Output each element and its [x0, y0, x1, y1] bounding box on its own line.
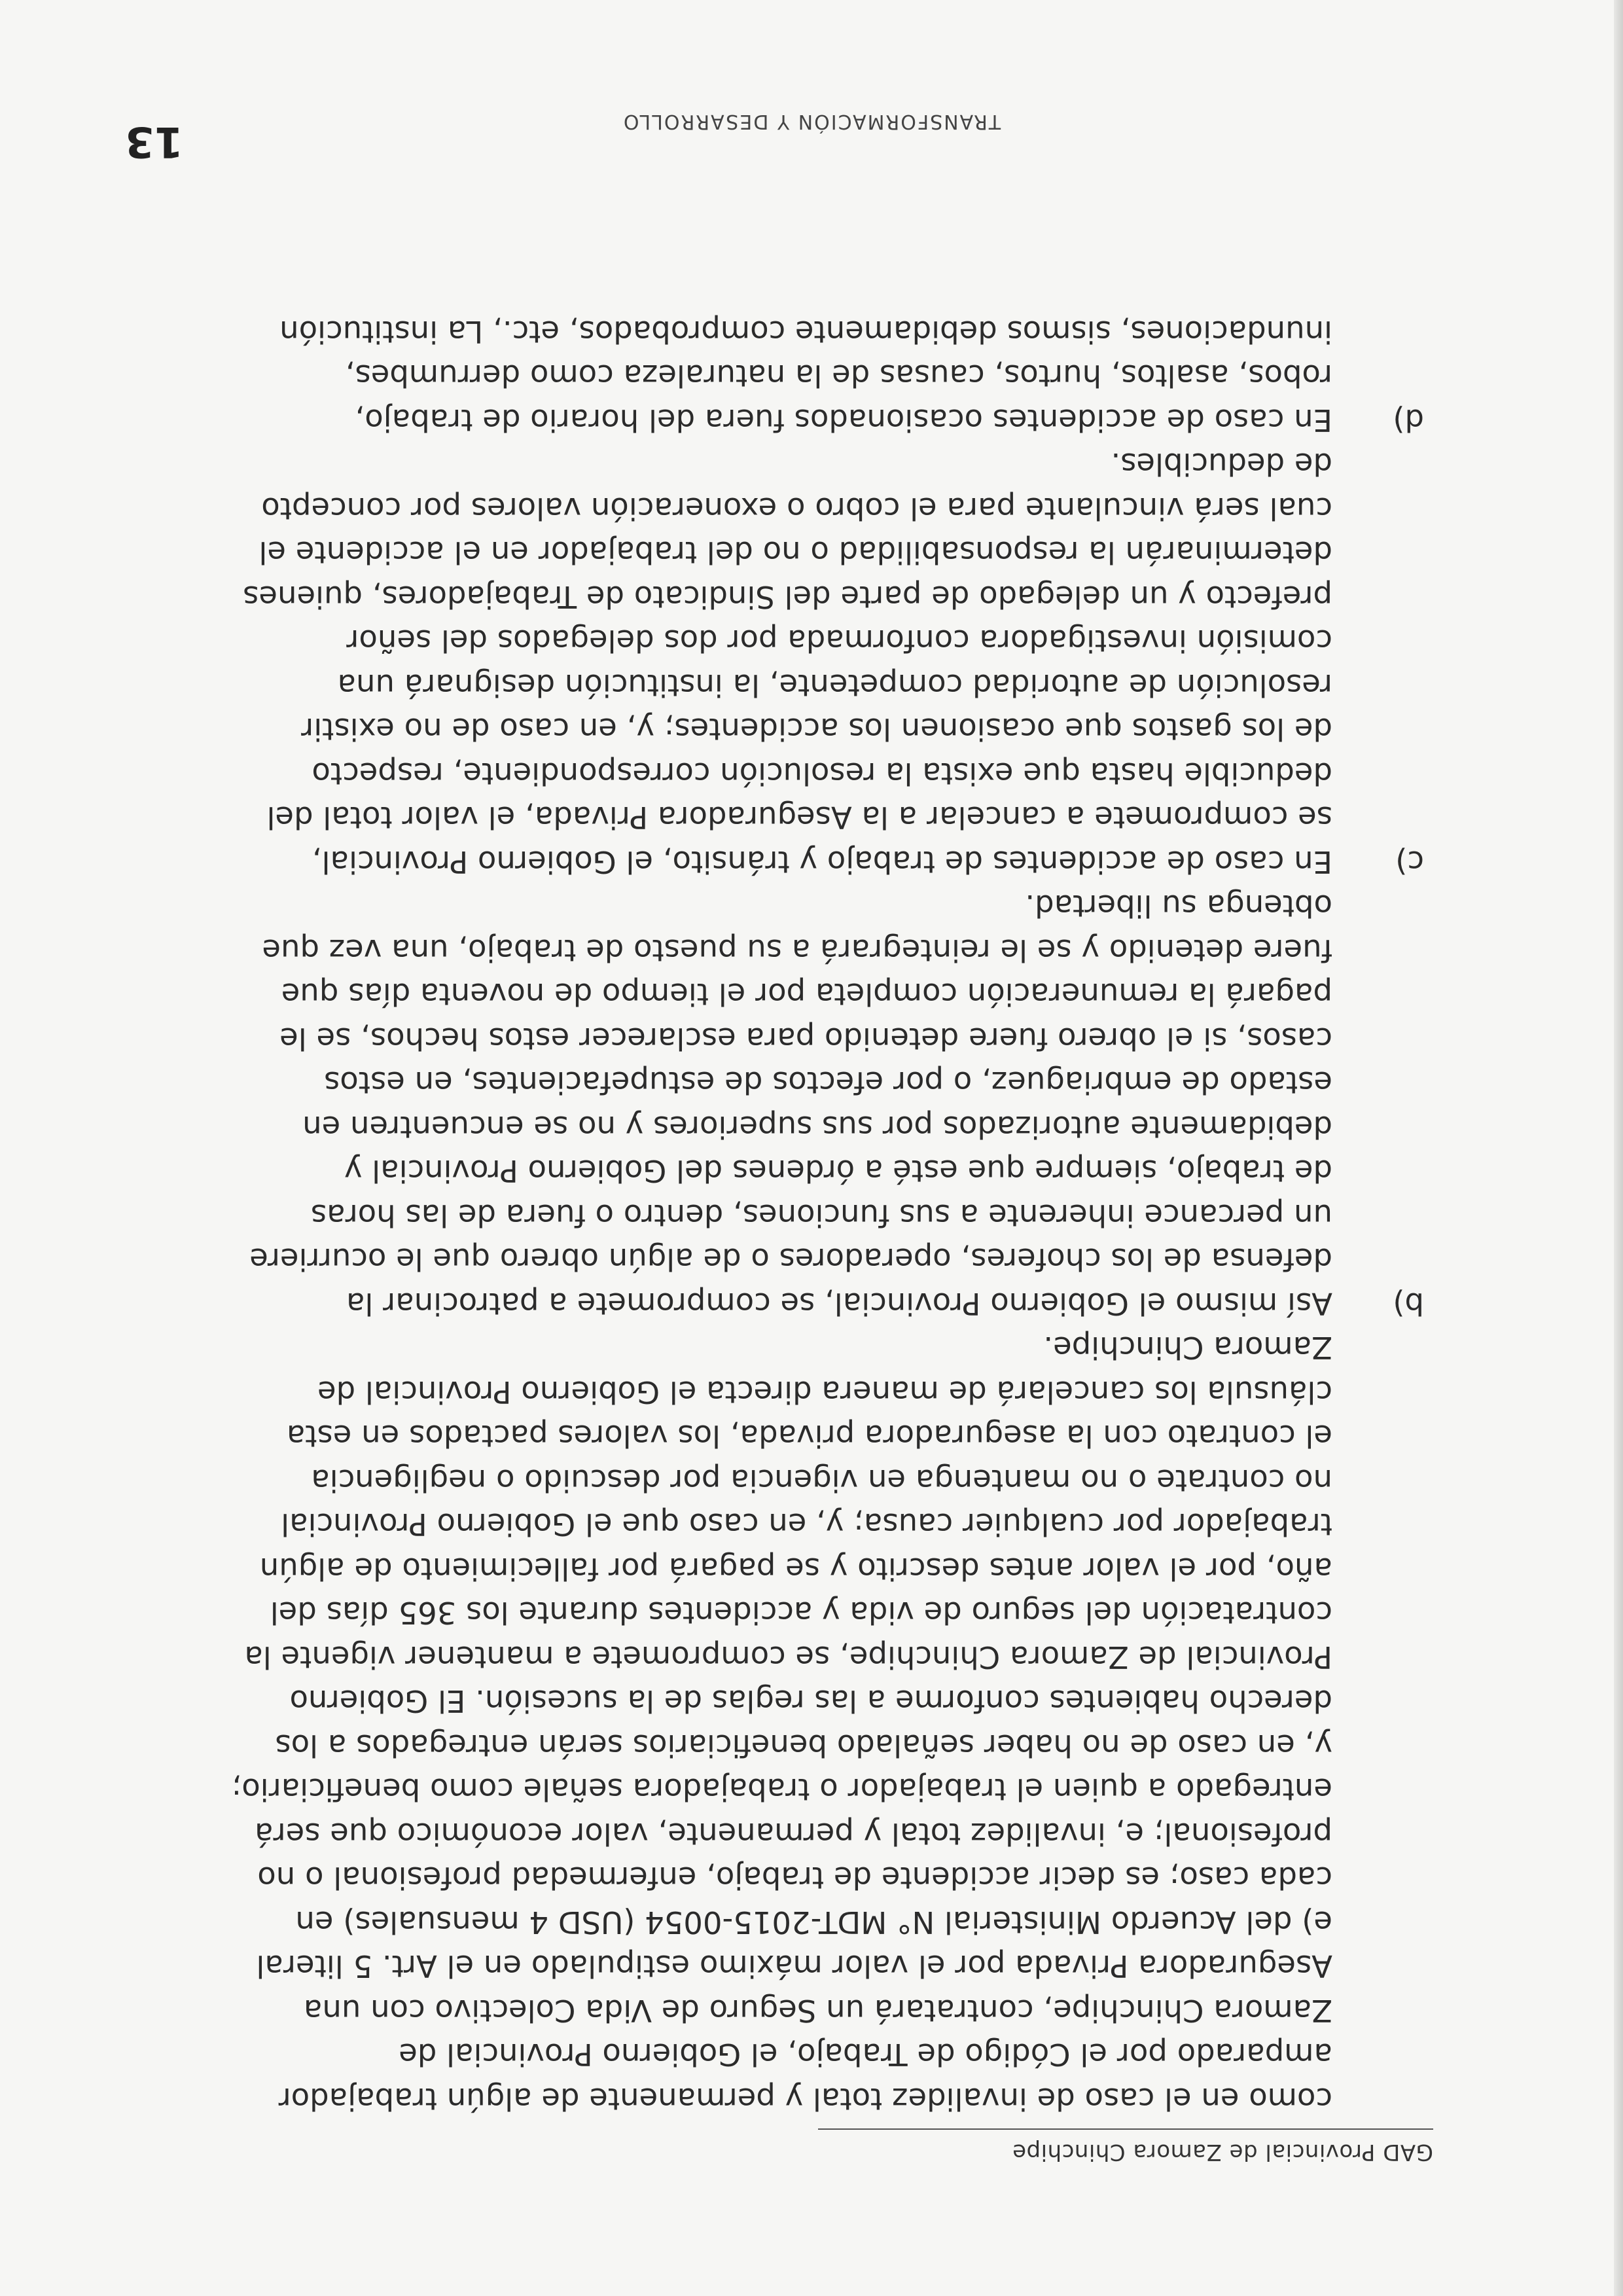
text-line: Zamora Chinchipe.	[1043, 1330, 1332, 1366]
list-item-c	[157, 442, 1433, 884]
scan-edge-shadow	[1614, 0, 1623, 2296]
text-line: Aseguradora Privada por el valor máximo estipulado en el Art. 5 literal	[256, 1948, 1332, 1984]
text-line: debidamente autorizados por sus superiores y no se encuentren en	[302, 1109, 1332, 1145]
text-line: robos, asaltos, hurtos, causas de la naturaleza como derrumbes,	[345, 358, 1332, 394]
header-rule	[818, 2128, 1433, 2130]
text-line: de trabajo, siempre que esté a órdenes del Gobierno Provincial y	[344, 1153, 1332, 1189]
list-marker: c)	[1395, 844, 1424, 880]
text-line: deducible hasta que exista la resolución correspondiente, respecto	[312, 756, 1332, 791]
text-line: determinarán la responsabilidad o no del trabajador en el accidente el	[259, 535, 1332, 571]
text-line: año, por el valor antes descrito y se pagará por fallecimiento de algún	[259, 1551, 1332, 1587]
text-line: prefecto y un delegado de parte del Sindicato de Trabajadores, quienes	[243, 579, 1332, 615]
text-line: En caso de accidentes de trabajo y tránsito, el Gobierno Provincial,	[312, 844, 1332, 880]
page-number: 13	[124, 117, 183, 166]
text-line: amparado por el Código de Trabajo, el Gobierno Provincial de	[399, 2037, 1332, 2073]
text-line: comisión investigadora conformada por dos delegados del señor	[346, 623, 1332, 659]
text-line: estado de embriaguez, o por efectos de estupefacientes, en estos	[324, 1065, 1332, 1101]
intro-paragraph	[157, 1325, 1433, 2121]
document-body	[157, 310, 1433, 2121]
text-line: casos, si el obrero fuere detenido para esclarecer estos hechos, se le	[279, 1021, 1332, 1056]
text-line: un percance inherente a sus funciones, dentro o fuera de las horas	[310, 1198, 1332, 1233]
text-line: el contrato con la aseguradora privada, los valores pactados en esta	[286, 1418, 1332, 1454]
list-item-d	[157, 310, 1433, 442]
text-line: derecho habientes conforme a las reglas de la sucesión. El Gobierno	[289, 1683, 1332, 1719]
text-line: de deducibles.	[1111, 446, 1332, 482]
text-line: cual será vinculante para el cobro o exoneración valores por concepto	[261, 491, 1332, 526]
text-line: resolución de autoridad competente, la institución designará una	[337, 668, 1332, 703]
text-line: Así mismo el Gobierno Provincial, se compromete a patrocinar la	[346, 1286, 1332, 1321]
text-line: Zamora Chinchipe, contratará un Seguro de Vida Colectivo con una	[303, 1993, 1332, 2028]
text-line: pagará la remuneración completa por el tiempo de noventa días que	[281, 977, 1332, 1013]
footer-title: TRANSFORMACIÓN Y DESARROLLO	[622, 110, 1001, 133]
page-header: GAD Provincial de Zamora Chinchipe	[1012, 2139, 1433, 2165]
text-line: cláusula los cancelará de manera directa el Gobierno Provincial de	[317, 1374, 1332, 1410]
text-line: fuere detenido y se le reintegrará a su puesto de trabajo, una vez que	[262, 933, 1332, 968]
text-line: En caso de accidentes ocasionados fuera del horario de trabajo,	[355, 403, 1332, 438]
text-line: cada caso; es decir accidente de trabajo, enfermedad profesional o no	[257, 1860, 1332, 1896]
text-line: defensa de los choferes, operadores o de algún obrero que le ocurriere	[249, 1242, 1332, 1278]
text-line: y, en caso de no haber señalado beneficiarios serán entregados a los	[275, 1728, 1332, 1763]
text-line: contratación del seguro de vida y accidentes durante los 365 días del	[270, 1595, 1332, 1631]
text-line: no contrate o no mantenga en vigencia por descuido o negligencia	[311, 1463, 1332, 1498]
text-line: profesional; e, invalidez total y permanente, valor económico que será	[255, 1816, 1332, 1852]
text-line: obtenga su libertad.	[1025, 888, 1332, 924]
text-line: entregado a quien el trabajador o trabajadora señale como beneficiario;	[231, 1772, 1332, 1808]
text-line: de los gastos que ocasionen los accidentes; y, en caso de no existir	[301, 711, 1332, 747]
text-line: Provincial de Zamora Chinchipe, se compromete a mantener vigente la	[244, 1640, 1332, 1675]
text-line: e) del Acuerdo Ministerial N° MDT-2015-0054 (USD 4 mensuales) en	[295, 1905, 1332, 1940]
list-marker: b)	[1393, 1286, 1424, 1321]
list-marker: d)	[1393, 403, 1424, 438]
text-line: inundaciones, sismos debidamente comprobados, etc., La institución	[279, 314, 1332, 350]
text-line: como en el caso de invalidez total y permanente de algún trabajador	[278, 2081, 1332, 2117]
text-line: trabajador por cualquier causa; y, en caso que el Gobierno Provincial	[281, 1507, 1332, 1543]
list-item-b	[157, 884, 1433, 1325]
text-line: se compromete a cancelar a la Aseguradora Privada, el valor total del	[266, 800, 1332, 836]
